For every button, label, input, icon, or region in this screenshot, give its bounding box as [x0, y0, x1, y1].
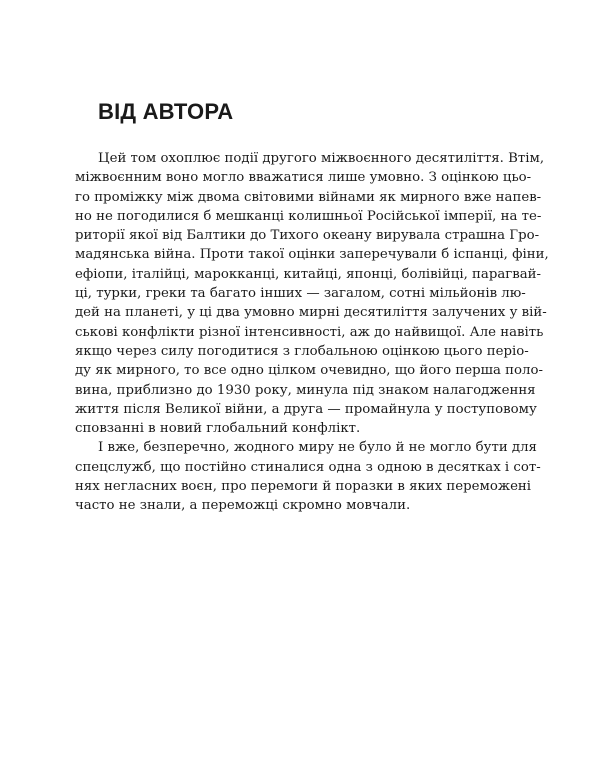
text-line: ськові конфлікти різної інтенсивності, аж до найвищої. Але навіть — [75, 324, 544, 340]
text-line: спецслужб, що постійно стиналися одна з одною в десятках і сот- — [75, 459, 541, 475]
chapter-heading: ВІД АВТОРА — [98, 99, 234, 124]
text-line: І вже, безперечно, жодного миру не було й не могло бути для — [98, 440, 537, 456]
text-line: сповзанні в новий глобальний конфлікт. — [75, 421, 361, 437]
text-line: ду як мирного, то все одно цілком очевидно, що його перша поло- — [75, 363, 543, 379]
paragraph-1 — [75, 149, 549, 438]
text-line: якщо через силу погодитися з глобальною оцінкою цього періо- — [75, 343, 529, 359]
text-line: життя після Великої війни, а друга — промайнула у поступовому — [75, 401, 537, 417]
text-line: вина, приблизно до 1930 року, минула під знаком налагодження — [75, 382, 536, 398]
text-line: часто не знали, а переможці скромно мовчали. — [75, 498, 411, 514]
text-line: риторії якої від Балтики до Тихого океану вирувала страшна Гро- — [75, 228, 540, 244]
text-line: го проміжку між двома світовими війнами як мирного вже напев- — [75, 189, 542, 205]
text-line: дей на планеті, у ці два умовно мирні десятиліття залучених у вій- — [75, 305, 547, 321]
text-line: нях негласних воєн, про перемоги й поразки в яких переможені — [75, 479, 532, 495]
text-line: Цей том охоплює події другого міжвоєнного десятиліття. Втім, — [98, 151, 545, 166]
text-line: ці, турки, греки та багато інших — загалом, сотні мільйонів лю- — [75, 286, 526, 302]
paragraph-2 — [75, 438, 541, 515]
text-line: но не погодилися б мешканці колишньої Російської імперії, на те- — [75, 208, 542, 224]
text-line: мадянська війна. Проти такої оцінки заперечували б іспанці, фіни, — [75, 247, 549, 263]
body-text — [75, 149, 549, 516]
text-line: ефіопи, італійці, марокканці, китайці, японці, болівійці, парагвай- — [75, 266, 542, 282]
text-line: міжвоєнним воно могло вважатися лише умовно. З оцінкою цьо- — [75, 170, 532, 186]
